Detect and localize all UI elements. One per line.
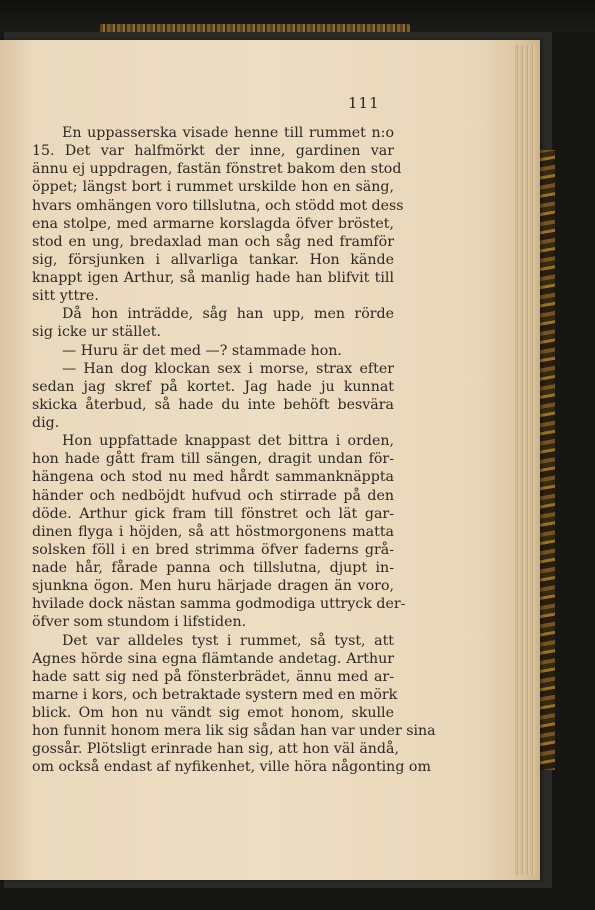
paragraph <box>32 305 394 341</box>
text-line: hade satt sig ned på fönsterbrädet, ännu med ar- <box>32 668 394 685</box>
paragraph <box>32 632 436 777</box>
text-line: blick. Om hon nu vändt sig emot honom, skulle <box>32 705 394 721</box>
text-line: dinen flyga i höjden, så att höstmorgonens matta <box>32 523 394 540</box>
text-line: om också endast af nyfikenhet, ville höra någonting om <box>32 759 431 776</box>
page-number: 111 <box>348 94 380 112</box>
text-line: ännu ej uppdragen, fastän fönstret bakom den stod <box>32 161 402 178</box>
paragraph <box>32 124 404 305</box>
paragraph <box>32 342 394 360</box>
text-line: skicka återbud, så hade du inte behöft besvära <box>32 396 394 413</box>
text-line: hon hade gått fram till sängen, dragit undan för- <box>32 451 394 468</box>
text-line: Agnes hörde sina egna flämtande andetag. Arthur <box>32 650 394 667</box>
text-line: dig. <box>32 415 60 431</box>
text-line: hvars omhängen voro tillslutna, och stödd mot dess <box>32 197 404 214</box>
text-line: Då hon inträdde, såg han upp, men rörde <box>62 306 394 323</box>
text-line: stod en ung, bredaxlad man och såg ned framför <box>32 233 394 250</box>
text-line: ena stolpe, med armarne korslagda öfver bröstet, <box>32 215 394 232</box>
text-line: öfver som stundom i lifstiden. <box>32 614 247 631</box>
text-line: hängena och stod nu med hårdt sammanknäppta <box>32 469 394 486</box>
text-line: öppet; längst bort i rummet urskilde hon en säng, <box>32 179 394 196</box>
text-line: En uppasserska visade henne till rummet n:o <box>62 125 394 141</box>
text-line: gossår. Plötsligt erinrade han sig, att hon väl ändå, <box>32 741 399 758</box>
page-stack-edge <box>515 45 537 875</box>
text-line: händer och nedböjdt hufvud och stirrade på den <box>32 487 394 504</box>
text-line: sedan jag skref på kortet. Jag hade ju kunnat <box>32 378 394 395</box>
text-line: 15. Det var halfmörkt der inne, gardinen var <box>32 143 394 160</box>
text-line: hon funnit honom mera lik sig sådan han var under sina <box>32 723 436 740</box>
text-line: — Huru är det med —? stammade hon. <box>62 342 342 359</box>
text-line: Det var alldeles tyst i rummet, så tyst, att <box>62 632 394 649</box>
text-line: solsken föll i en bred strimma öfver faderns grå- <box>32 541 394 558</box>
paragraph <box>32 432 406 631</box>
text-line: sitt yttre. <box>32 288 99 305</box>
text-line: hvilade dock nästan samma godmodiga uttryck der- <box>32 596 406 613</box>
paragraph <box>32 360 394 433</box>
text-line: — Han dog klockan sex i morse, strax efter <box>62 360 394 377</box>
text-line: nade hår, fårade panna och tillslutna, djupt in- <box>32 560 394 576</box>
text-line: marne i kors, och betraktade systern med en mörk <box>32 686 398 703</box>
text-line: sig, försjunken i allvarliga tankar. Hon kände <box>32 251 394 268</box>
text-line: sjunkna ögon. Men huru härjade dragen än voro, <box>32 578 394 595</box>
text-line: sig icke ur stället. <box>32 324 161 341</box>
body-text <box>32 124 436 777</box>
text-line: knappt igen Arthur, så manlig hade han blifvit till <box>32 270 394 286</box>
text-line: Hon uppfattade knappast det bittra i orden, <box>62 433 394 450</box>
text-line: döde. Arthur gick fram till fönstret och lät gar- <box>32 505 394 522</box>
